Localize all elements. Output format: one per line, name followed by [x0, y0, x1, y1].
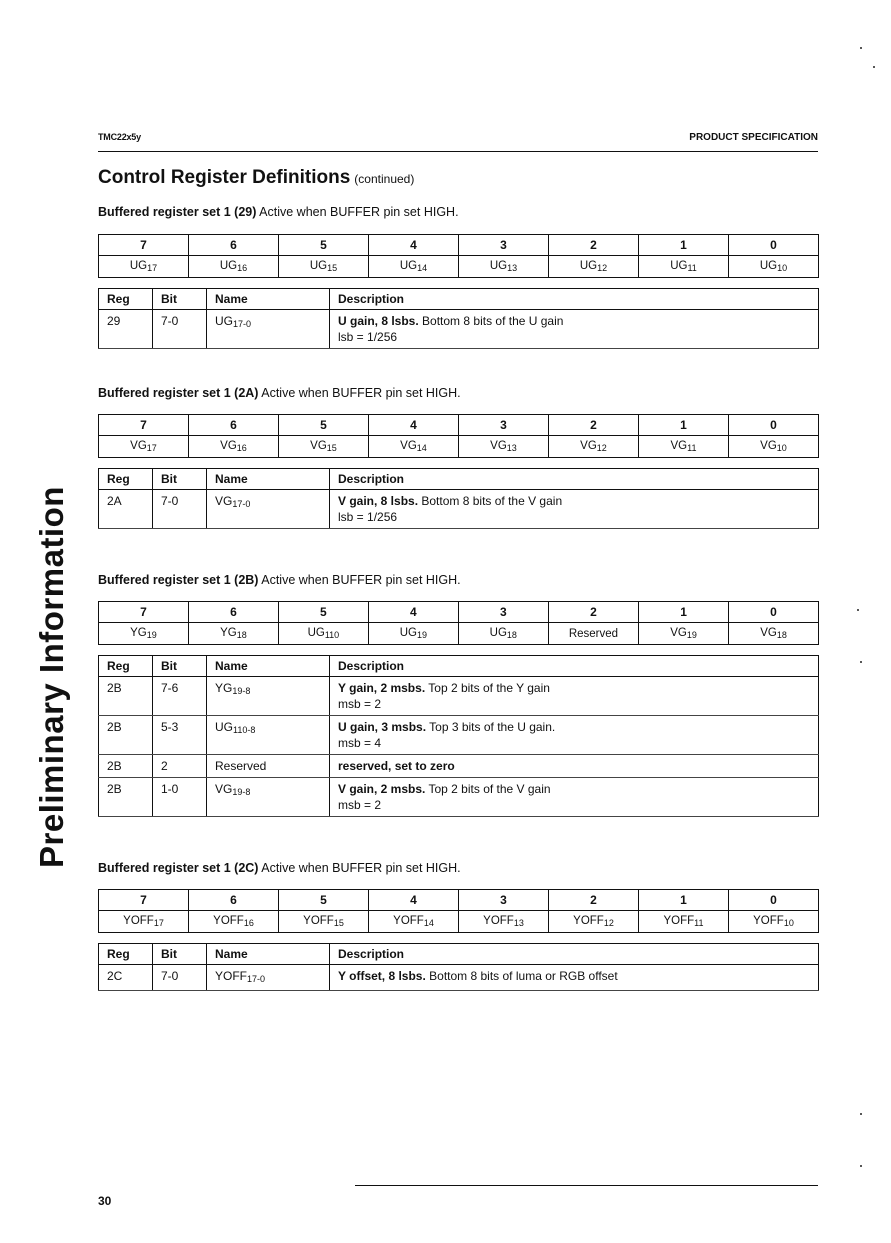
bit-number-cell: 2 — [549, 415, 639, 436]
reg-cell: 2B — [99, 778, 153, 817]
bit-field-index: 110 — [324, 630, 340, 640]
bit-field-index: 17 — [146, 443, 157, 453]
bit-field-index: 11 — [687, 263, 697, 273]
bit-field-cell — [549, 436, 639, 458]
description-title: V gain, 2 msbs. — [338, 782, 426, 796]
description-cell — [330, 778, 819, 817]
definition-row — [99, 778, 819, 817]
description-detail: lsb = 1/256 — [338, 330, 398, 344]
bit-field-cell — [639, 256, 729, 278]
bit-number-cell: 7 — [99, 602, 189, 623]
register-definition-table — [98, 468, 819, 529]
section-heading — [98, 573, 461, 587]
bit-field-cell — [278, 623, 368, 645]
bit-field-name: YOFF — [573, 915, 604, 927]
side-label: Preliminary Information — [33, 486, 70, 868]
bit-field-cell — [459, 256, 549, 278]
footer-rule — [355, 1185, 818, 1186]
bit-number-cell: 3 — [459, 890, 549, 911]
bit-field-name: YOFF — [303, 915, 334, 927]
bit-field-index: 19 — [146, 630, 157, 640]
bit-number-row — [99, 890, 819, 911]
bit-cell: 5-3 — [153, 716, 207, 755]
section-heading-title: Buffered register set 1 (29) — [98, 205, 257, 219]
bit-field-cell — [189, 256, 279, 278]
bit-map-table — [98, 889, 819, 933]
definition-row — [99, 716, 819, 755]
bit-field-name: UG — [670, 260, 688, 272]
definition-header-row — [99, 469, 819, 490]
bit-number-cell: 1 — [639, 415, 729, 436]
bit-field-cell — [368, 623, 458, 645]
description-cell — [330, 755, 819, 778]
description-text: Top 3 bits of the U gain. — [426, 720, 556, 734]
bit-field-cell — [459, 911, 549, 933]
column-header-desc: Description — [330, 469, 819, 490]
bit-field-cell — [189, 436, 279, 458]
description-cell — [330, 310, 819, 349]
name-cell — [207, 677, 330, 716]
bit-field-name: UG — [579, 260, 598, 272]
column-header-bit: Bit — [153, 469, 207, 490]
bit-field-cell — [549, 911, 639, 933]
reg-cell: 2B — [99, 677, 153, 716]
doc-type: PRODUCT SPECIFICATION — [689, 132, 818, 143]
scan-speck — [857, 609, 859, 611]
column-header-reg: Reg — [99, 944, 153, 965]
column-header-desc: Description — [330, 289, 819, 310]
column-header-name: Name — [207, 656, 330, 677]
bit-number-cell: 3 — [458, 602, 548, 623]
section-heading-note: Active when BUFFER pin set HIGH. — [258, 386, 461, 400]
bit-field-index: 12 — [596, 443, 607, 453]
definition-row — [99, 677, 819, 716]
scan-speck — [860, 661, 862, 663]
bit-field-index: 10 — [776, 443, 787, 453]
bit-number-cell: 2 — [549, 890, 639, 911]
bit-field-name: UG — [309, 260, 328, 272]
bit-field-index: 18 — [236, 630, 247, 640]
bit-field-cell — [728, 256, 818, 278]
bit-number-cell: 7 — [99, 235, 189, 256]
register-name: VG — [215, 782, 233, 796]
bit-field-cell — [729, 623, 819, 645]
bit-field-index: 15 — [327, 263, 338, 273]
bit-field-row — [99, 623, 819, 645]
bit-cell: 7-0 — [153, 490, 207, 529]
description-title: U gain, 8 lsbs. — [338, 314, 419, 328]
scan-speck — [860, 1113, 862, 1115]
page-number: 30 — [98, 1194, 112, 1208]
reg-cell: 2A — [99, 490, 153, 529]
register-name-index: 110-8 — [233, 725, 256, 735]
definition-header-row — [99, 289, 819, 310]
bit-field-index: 14 — [423, 918, 434, 928]
bit-number-cell: 0 — [728, 235, 818, 256]
bit-cell: 7-0 — [153, 965, 207, 991]
description-title: Y offset, 8 lsbs. — [338, 969, 426, 983]
name-cell — [207, 716, 330, 755]
bit-field-name: UG — [219, 260, 238, 272]
bit-number-cell: 3 — [459, 415, 549, 436]
bit-field-index: 12 — [597, 263, 608, 273]
bit-field-name: YG — [130, 627, 147, 639]
bit-field-name: UG — [759, 260, 778, 272]
bit-field-name: Reserved — [568, 627, 619, 640]
bit-number-cell: 7 — [99, 890, 189, 911]
bit-field-name: UG — [399, 260, 418, 272]
bit-number-row — [99, 602, 819, 623]
bit-field-name: VG — [220, 440, 237, 452]
bit-field-index: 16 — [237, 263, 248, 273]
bit-number-cell: 1 — [639, 890, 729, 911]
description-text: Top 2 bits of the Y gain — [425, 681, 550, 695]
bit-field-name: VG — [400, 440, 417, 452]
bit-field-cell — [99, 256, 189, 278]
bit-cell: 7-0 — [153, 310, 207, 349]
section-heading-note: Active when BUFFER pin set HIGH. — [258, 861, 461, 875]
bit-field-cell — [639, 911, 729, 933]
bit-field-cell — [369, 436, 459, 458]
bit-field-row — [99, 436, 819, 458]
bit-field-index: 12 — [603, 918, 614, 928]
page-title — [98, 167, 414, 189]
section-heading-note: Active when BUFFER pin set HIGH. — [258, 573, 461, 587]
bit-number-cell: 4 — [369, 890, 459, 911]
definition-header-row — [99, 656, 819, 677]
register-name-index: 17-0 — [233, 319, 252, 329]
bit-number-cell: 1 — [639, 602, 729, 623]
column-header-reg: Reg — [99, 656, 153, 677]
bit-field-index: 13 — [506, 443, 517, 453]
description-text: Bottom 8 bits of the U gain — [418, 314, 564, 328]
bit-field-index: 14 — [417, 263, 428, 273]
register-name: Reserved — [215, 759, 267, 773]
register-name-index: 19-8 — [232, 787, 251, 797]
description-detail: msb = 2 — [338, 697, 382, 711]
bit-number-cell: 6 — [189, 890, 279, 911]
bit-number-cell: 5 — [279, 415, 369, 436]
reg-cell: 2B — [99, 755, 153, 778]
bit-field-index: 16 — [243, 918, 254, 928]
bit-number-cell: 6 — [188, 602, 278, 623]
bit-field-index: 18 — [506, 630, 517, 640]
section-heading-title: Buffered register set 1 (2B) — [98, 573, 259, 587]
register-name: UG — [215, 720, 233, 734]
description-cell — [330, 677, 819, 716]
column-header-bit: Bit — [153, 656, 207, 677]
bit-number-cell: 5 — [279, 890, 369, 911]
bit-field-index: 19 — [416, 630, 427, 640]
description-text: Bottom 8 bits of luma or RGB offset — [425, 969, 618, 983]
column-header-name: Name — [207, 469, 330, 490]
bit-field-name: YOFF — [123, 915, 154, 927]
bit-field-name: UG — [129, 260, 148, 272]
definition-row — [99, 755, 819, 778]
bit-map-table — [98, 601, 819, 645]
bit-field-cell — [549, 256, 639, 278]
register-definition-table — [98, 943, 819, 991]
bit-field-index: 17 — [147, 263, 158, 273]
bit-field-name: VG — [760, 440, 777, 452]
bit-field-cell — [639, 436, 729, 458]
bit-field-index: 14 — [416, 443, 427, 453]
bit-field-name: VG — [310, 440, 327, 452]
description-cell — [330, 490, 819, 529]
description-title: V gain, 8 lsbs. — [338, 494, 419, 508]
bit-field-cell — [279, 436, 369, 458]
bit-field-cell — [458, 623, 548, 645]
description-detail: msb = 2 — [338, 798, 382, 812]
bit-field-cell — [189, 911, 279, 933]
bit-number-cell: 5 — [279, 235, 369, 256]
bit-field-row — [99, 911, 819, 933]
bit-field-cell — [639, 623, 729, 645]
register-name-index: 17-0 — [232, 499, 251, 509]
bit-cell: 2 — [153, 755, 207, 778]
bit-field-cell — [369, 911, 459, 933]
bit-field-name: YOFF — [393, 915, 424, 927]
header-rule — [98, 151, 818, 152]
column-header-reg: Reg — [99, 289, 153, 310]
bit-field-index: 10 — [783, 918, 794, 928]
register-name-index: 17-0 — [247, 974, 266, 984]
bit-field-name: VG — [760, 627, 777, 639]
name-cell — [207, 755, 330, 778]
column-header-desc: Description — [330, 944, 819, 965]
name-cell — [207, 310, 330, 349]
bit-field-cell — [279, 256, 369, 278]
definition-row — [99, 490, 819, 529]
section-heading — [98, 861, 461, 875]
bit-field-cell — [279, 911, 369, 933]
section-heading-title: Buffered register set 1 (2A) — [98, 386, 259, 400]
bit-field-index: 18 — [776, 630, 787, 640]
bit-number-row — [99, 235, 819, 256]
scan-speck — [873, 66, 875, 68]
description-detail: lsb = 1/256 — [338, 510, 398, 524]
bit-field-cell — [99, 436, 189, 458]
bit-number-cell: 0 — [729, 602, 819, 623]
bit-field-name: VG — [490, 440, 507, 452]
bit-field-name: UG — [399, 627, 417, 639]
scan-speck — [860, 1165, 862, 1167]
bit-number-cell: 1 — [639, 235, 729, 256]
bit-field-index: 15 — [333, 918, 344, 928]
bit-number-cell: 4 — [368, 602, 458, 623]
bit-field-index: 16 — [236, 443, 247, 453]
bit-field-index: 11 — [687, 443, 697, 453]
bit-field-name: YOFF — [663, 915, 695, 927]
register-name: YG — [215, 681, 233, 695]
definition-row — [99, 965, 819, 991]
bit-field-index: 11 — [694, 918, 704, 928]
bit-number-cell: 0 — [728, 890, 818, 911]
register-name: UG — [215, 314, 233, 328]
bit-number-cell: 4 — [369, 415, 459, 436]
reg-cell: 2C — [99, 965, 153, 991]
bit-field-cell — [728, 436, 818, 458]
bit-field-row — [99, 256, 819, 278]
section-heading-title: Buffered register set 1 (2C) — [98, 861, 259, 875]
bit-field-cell — [99, 623, 189, 645]
definition-header-row — [99, 944, 819, 965]
bit-number-cell: 2 — [549, 235, 639, 256]
bit-map-table — [98, 234, 819, 278]
bit-field-name: YOFF — [483, 915, 514, 927]
bit-field-cell — [728, 911, 818, 933]
name-cell — [207, 778, 330, 817]
column-header-reg: Reg — [99, 469, 153, 490]
bit-field-name: UG — [489, 627, 507, 639]
bit-field-name: VG — [580, 440, 597, 452]
description-detail: msb = 4 — [338, 736, 382, 750]
page-title-text: Control Register Definitions — [98, 167, 351, 188]
bit-number-cell: 3 — [459, 235, 549, 256]
definition-row — [99, 310, 819, 349]
description-cell — [330, 716, 819, 755]
register-name-index: 19-8 — [232, 686, 251, 696]
section-heading — [98, 386, 461, 400]
column-header-desc: Description — [330, 656, 819, 677]
description-title: U gain, 3 msbs. — [338, 720, 427, 734]
page-title-suffix: (continued) — [354, 172, 415, 186]
bit-field-name: VG — [670, 440, 688, 452]
bit-field-name: YOFF — [753, 915, 784, 927]
bit-cell: 1-0 — [153, 778, 207, 817]
scan-speck — [860, 47, 862, 49]
bit-field-cell — [548, 623, 638, 645]
bit-cell: 7-6 — [153, 677, 207, 716]
part-number: TMC22x5y — [98, 132, 141, 142]
bit-number-cell: 7 — [99, 415, 189, 436]
reg-cell: 29 — [99, 310, 153, 349]
bit-number-cell: 6 — [189, 415, 279, 436]
bit-field-name: VG — [670, 627, 687, 639]
register-name: VG — [215, 494, 233, 508]
register-definition-table — [98, 288, 819, 349]
bit-number-cell: 5 — [278, 602, 368, 623]
bit-field-index: 13 — [513, 918, 524, 928]
column-header-name: Name — [207, 289, 330, 310]
column-header-name: Name — [207, 944, 330, 965]
description-title: reserved, set to zero — [338, 759, 455, 773]
description-text: Bottom 8 bits of the V gain — [418, 494, 563, 508]
bit-field-index: 10 — [777, 263, 788, 273]
column-header-bit: Bit — [153, 289, 207, 310]
bit-field-cell — [188, 623, 278, 645]
section-heading — [98, 205, 459, 219]
bit-field-name: YG — [220, 627, 237, 639]
bit-field-index: 17 — [153, 918, 164, 928]
bit-field-name: UG — [307, 627, 325, 639]
description-text: Top 2 bits of the V gain — [425, 782, 551, 796]
bit-field-index: 13 — [507, 263, 518, 273]
register-definition-table — [98, 655, 819, 817]
bit-number-cell: 2 — [548, 602, 638, 623]
bit-number-row — [99, 415, 819, 436]
bit-field-name: VG — [130, 440, 147, 452]
bit-field-cell — [99, 911, 189, 933]
bit-field-name: YOFF — [213, 915, 244, 927]
reg-cell: 2B — [99, 716, 153, 755]
column-header-bit: Bit — [153, 944, 207, 965]
description-cell — [330, 965, 819, 991]
description-title: Y gain, 2 msbs. — [338, 681, 426, 695]
bit-number-cell: 6 — [189, 235, 279, 256]
bit-field-cell — [459, 436, 549, 458]
section-heading-note: Active when BUFFER pin set HIGH. — [256, 205, 459, 219]
bit-map-table — [98, 414, 819, 458]
bit-number-cell: 0 — [728, 415, 818, 436]
name-cell — [207, 490, 330, 529]
register-name: YOFF — [215, 969, 247, 983]
name-cell — [207, 965, 330, 991]
bit-field-name: UG — [489, 260, 508, 272]
bit-number-cell: 4 — [369, 235, 459, 256]
bit-field-index: 19 — [686, 630, 697, 640]
bit-field-cell — [369, 256, 459, 278]
bit-field-index: 15 — [326, 443, 337, 453]
